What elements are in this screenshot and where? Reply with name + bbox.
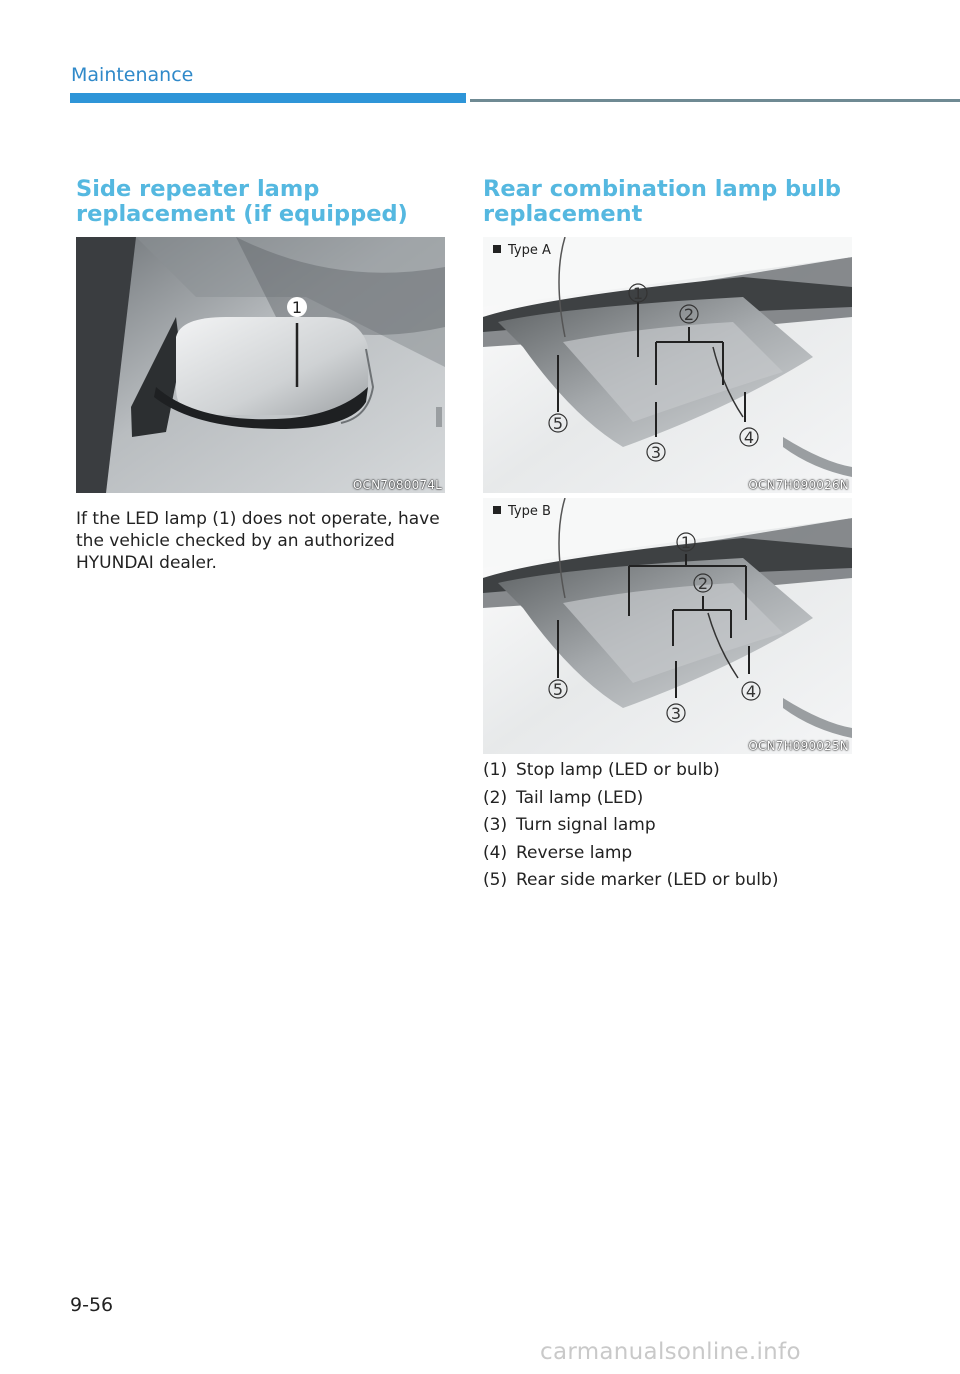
rear-lamp-figure-type-b	[483, 498, 852, 754]
callout-1: 1	[291, 298, 303, 317]
rear-combination-heading: Rear combination lamp bulb replacement	[483, 176, 841, 227]
callout-b-4: 4	[745, 682, 757, 701]
page-number: 9-56	[70, 1294, 114, 1316]
callout-b-5: 5	[552, 680, 564, 699]
callout-b-2: 2	[697, 574, 709, 593]
rear-lamp-figure-type-a	[483, 237, 852, 493]
callout-a-3: 3	[650, 443, 662, 462]
bullet-square-icon	[493, 506, 501, 514]
legend-item: (1) Stop lamp (LED or bulb)	[483, 760, 720, 780]
header-rule-gray	[470, 99, 960, 102]
side-mirror-figure	[76, 237, 445, 493]
watermark: carmanualsonline.info	[540, 1339, 801, 1365]
section-label: Maintenance	[71, 64, 194, 86]
legend-item: (2) Tail lamp (LED)	[483, 787, 644, 808]
callout-b-1: 1	[680, 533, 692, 552]
header-rule-blue	[70, 93, 466, 103]
side-repeater-body: If the LED lamp (1) does not operate, have the vehicle checked by an authorized HYUNDAI dealer.	[76, 509, 440, 573]
lamp-legend-list	[483, 757, 863, 895]
legend-item: (5) Rear side marker (LED or bulb)	[483, 870, 779, 890]
figure-code: OCN7H090025N	[748, 739, 849, 753]
legend-item: (3) Turn signal lamp	[483, 815, 656, 835]
figure-code: OCN7H090026N	[748, 478, 849, 492]
callout-a-5: 5	[552, 414, 564, 433]
type-a-label: Type A	[493, 243, 551, 258]
type-b-label: Type B	[493, 504, 551, 519]
callout-b-3: 3	[670, 704, 682, 723]
bullet-square-icon	[493, 245, 501, 253]
legend-item: (4) Reverse lamp	[483, 842, 633, 863]
callout-a-4: 4	[743, 428, 755, 447]
figure-code: OCN7080074L	[352, 478, 442, 492]
side-repeater-heading: Side repeater lamp replacement (if equipped)	[76, 176, 408, 227]
callout-a-2: 2	[683, 305, 695, 324]
callout-a-1: 1	[632, 284, 644, 303]
